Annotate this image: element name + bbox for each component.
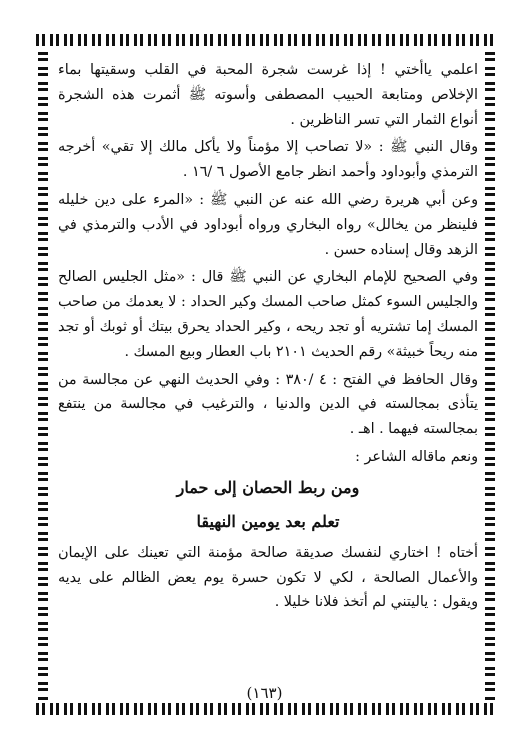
decorative-border-bottom bbox=[36, 703, 498, 715]
paragraph-companion-hadith: وقال النبي ﷺ : «لا تصاحب إلا مؤمناً ولا يأكل مالك إلا تقي» أخرجه الترمذي وأبوداود وأحمد انظر جامع الأصول ٦ /١٦ . bbox=[58, 139, 478, 181]
paragraph-closing-advice: أختاه ! اختاري لنفسك صديقة صالحة مؤمنة التي تعينك على الإيمان والأعمال الصالحة ، لكي لا تكون حسرة يوم يعض الظالم على يديه ويقول : ياليتني لم أتخذ فلانا خليلا . bbox=[58, 544, 478, 611]
paragraph-poet-intro: ونعم ماقاله الشاعر : bbox=[355, 448, 478, 465]
decorative-border-top bbox=[36, 34, 498, 46]
decorative-border-left bbox=[38, 52, 48, 702]
page-number: (١٦٣) bbox=[246, 684, 283, 702]
paragraph-good-companion-hadith: وفي الصحيح للإمام البخاري عن النبي ﷺ قال : «مثل الجليس الصالح والجليس السوء كمثل صاحب المسك وكير الحداد : لا يعدمك من صاحب المسك إما تشتريه أو تجد ريحه ، وكير الحداد يحرق بيتك أو ثوبك أو تجد منه ريحاً خبيثة» رقم الحديث ٢١٠١ باب العطار وبيع المسك . bbox=[58, 269, 478, 360]
poem-verse-line-1: ومن ربط الحصان إلى حمار bbox=[176, 477, 360, 497]
paragraph-love-tree: اعلمي ياأختي ! إذا غرست شجرة المحبة في القلب وسقيتها بماء الإخلاص ومتابعة الحبيب المصطفى وأسوته ﷺ أثمرت هذه الشجرة أنواع الثمار التي تسر الناظرين . bbox=[58, 62, 478, 128]
paragraph-hafiz-commentary: وقال الحافظ في الفتح : ٤ /٣٨٠ : وفي الحديث النهي عن مجالسة من يتأذى بمجالسته في الدين والدنيا ، والترغيب في مجالسة من ينتفع بمجالسته فيهما . اهـ . bbox=[58, 371, 478, 438]
page-body bbox=[58, 58, 478, 618]
decorative-border-right bbox=[485, 52, 495, 702]
poem-verse-line-2: تعلم بعد يومين النهيقا bbox=[196, 511, 340, 531]
paragraph-friend-religion-hadith: وعن أبي هريرة رضي الله عنه عن النبي ﷺ : «المرء على دين خليله فلينظر من يخالل» رواه البخاري ورواه أبوداود في الأدب والترمذي في الزهد وقال إسناده حسن . bbox=[58, 191, 478, 258]
